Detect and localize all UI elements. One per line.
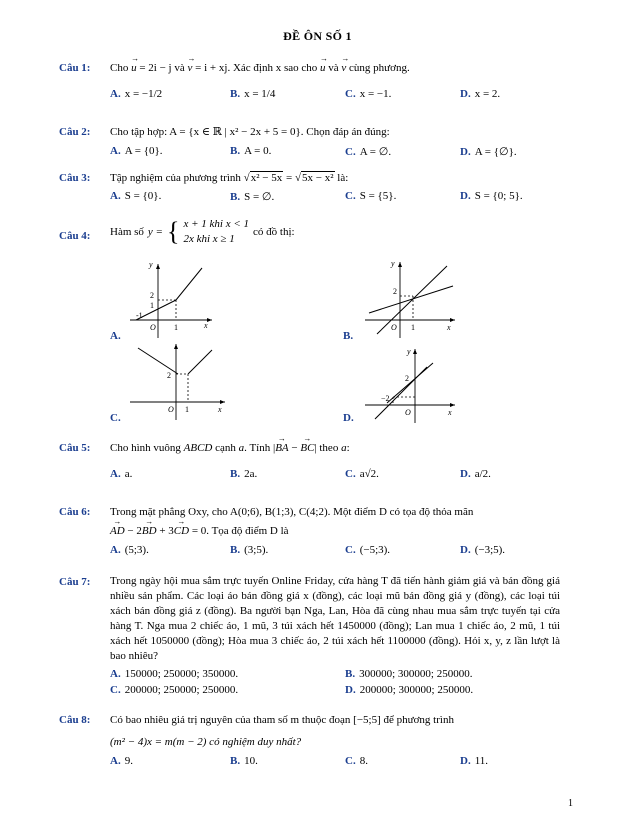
svg-text:2: 2 xyxy=(393,287,397,296)
svg-text:y: y xyxy=(391,259,395,268)
q8-option-d[interactable]: D. 11. xyxy=(460,755,489,767)
q8-option-a[interactable]: A. 9. xyxy=(110,755,133,767)
svg-text:1: 1 xyxy=(185,405,189,414)
question-8-line-2: (m² − 4)x = m(m − 2) có nghiệm duy nhất? xyxy=(110,736,302,748)
question-8-label: Câu 8: xyxy=(59,714,91,726)
q5-option-c[interactable]: C. a√2. xyxy=(345,468,379,480)
q4-graph-c-label[interactable]: C. xyxy=(110,412,121,424)
q1-option-d[interactable]: D. x = 2. xyxy=(460,88,501,100)
q6-option-a[interactable]: A. (5;3). xyxy=(110,544,149,556)
q4-graph-a-label[interactable]: A. xyxy=(110,330,121,342)
question-8-line-1: Có bao nhiêu giá trị nguyên của tham số m thuộc đoạn [−5;5] để phương trình xyxy=(110,714,454,726)
page-title: ĐỀ ÔN SỐ 1 xyxy=(283,29,352,43)
question-1-text: Cho → u = 2i − j và → v = i + xj. Xác định x sao cho → u và → v cùng phương. xyxy=(110,60,410,76)
svg-text:O: O xyxy=(168,405,174,414)
q4-graph-d[interactable] xyxy=(355,345,465,425)
q1-option-b[interactable]: B. x = 1/4 xyxy=(230,88,276,100)
q4-graph-d-label[interactable]: D. xyxy=(343,412,354,424)
q3-option-b[interactable]: B. S = ∅. xyxy=(230,191,275,203)
q2-option-c[interactable]: C. A = ∅. xyxy=(345,146,392,158)
page-number: 1 xyxy=(568,798,573,809)
question-2-text: Cho tập hợp: A = {x ∈ ℝ | x² − 2x + 5 = 0}. Chọn đáp án đúng: xyxy=(110,126,390,138)
q6-option-c[interactable]: C. (−5;3). xyxy=(345,544,391,556)
q1-option-c[interactable]: C. x = −1. xyxy=(345,88,392,100)
svg-text:O: O xyxy=(391,323,397,332)
q5-option-b[interactable]: B. 2a. xyxy=(230,468,258,480)
q3-option-a[interactable]: A. S = {0}. xyxy=(110,190,162,202)
q2-option-b[interactable]: B. A = 0. xyxy=(230,145,272,157)
q8-option-b[interactable]: B. 10. xyxy=(230,755,258,767)
q7-option-d[interactable]: D. 200000; 300000; 250000. xyxy=(345,684,474,696)
question-3-text: Tập nghiệm của phương trình √x² − 5x = √5x − x² là: xyxy=(110,172,349,184)
q4-graph-b[interactable] xyxy=(355,258,465,340)
question-2-label: Câu 2: xyxy=(59,126,91,138)
question-6-line-1: Trong mặt phẳng Oxy, cho A(0;6), B(1;3), C(4;2). Một điểm D có tọa độ thỏa mãn xyxy=(110,506,474,518)
svg-text:2: 2 xyxy=(405,374,409,383)
question-7-label: Câu 7: xyxy=(59,576,91,588)
svg-text:1: 1 xyxy=(411,323,415,332)
q6-option-d[interactable]: D. (−3;5). xyxy=(460,544,506,556)
q4-graph-b-label[interactable]: B. xyxy=(343,330,354,342)
svg-text:x: x xyxy=(218,405,222,414)
svg-text:−2: −2 xyxy=(381,394,390,403)
q2-option-a[interactable]: A. A = {0}. xyxy=(110,145,163,157)
svg-text:O: O xyxy=(405,408,411,417)
svg-text:2: 2 xyxy=(167,371,171,380)
q3-option-c[interactable]: C. S = {5}. xyxy=(345,190,397,202)
question-5-text: Cho hình vuông ABCD cạnh a. Tính |→ BA − → BC| theo a: xyxy=(110,440,350,456)
question-5-label: Câu 5: xyxy=(59,442,91,454)
svg-text:O: O xyxy=(150,323,156,332)
q7-option-b[interactable]: B. 300000; 300000; 250000. xyxy=(345,668,473,680)
q5-option-d[interactable]: D. a/2. xyxy=(460,468,491,480)
q3-option-d[interactable]: D. S = {0; 5}. xyxy=(460,190,523,202)
question-7-text: Trong ngày hội mua sắm trực tuyến Online Friday, cửa hàng T đã tiến hành giảm giá và bán đồng giá nhiều sản phẩm. Các loại áo bán đồng giá x (đồng), các loại mũ bán đồng giá y (đồng), các loại túi xách bán đồng giá z (đồng). Ba người bạn Nga, Lan, Hòa đã cùng nhau mua sắm trực tuyến tại cửa hàng T. Nga mua 2 chiếc áo, 1 mũ, 3 túi xách hết 1450000 (đồng); Lan mua 1 chiếc áo, 2 mũ, 1 túi xách hết 1050000 (đồng); Hòa mua 3 chiếc áo, 2 túi xách hết 1100000 (đồng). Hỏi x, y, z lần lượt là bao nhiêu? xyxy=(110,575,560,662)
svg-text:x: x xyxy=(447,323,451,332)
q1-option-a[interactable]: A. x = −1/2 xyxy=(110,88,163,100)
question-4-text: Hàm số y = { x + 1 khi x < 1 2x khi x ≥ 1 có đồ thị: xyxy=(110,217,295,246)
svg-text:x: x xyxy=(448,408,452,417)
q5-option-a[interactable]: A. a. xyxy=(110,468,133,480)
axis-y-label: y xyxy=(149,260,153,269)
question-4-label: Câu 4: xyxy=(59,230,91,242)
axis-x-label: x xyxy=(204,321,208,330)
q4-graph-c[interactable] xyxy=(120,340,235,422)
q6-option-b[interactable]: B. (3;5). xyxy=(230,544,269,556)
q2-option-d[interactable]: D. A = {∅}. xyxy=(460,146,517,158)
question-6-label: Câu 6: xyxy=(59,506,91,518)
question-6-line-2: → AD − 2→ BD + 3→ CD = 0. Tọa độ điểm D là xyxy=(110,523,289,539)
q7-option-a[interactable]: A. 150000; 250000; 350000. xyxy=(110,668,239,680)
svg-text:-1: -1 xyxy=(136,311,143,320)
q4-graph-a[interactable] xyxy=(120,258,230,340)
svg-text:y: y xyxy=(407,347,411,356)
q8-option-c[interactable]: C. 8. xyxy=(345,755,368,767)
question-3-label: Câu 3: xyxy=(59,172,91,184)
q7-option-c[interactable]: C. 200000; 250000; 250000. xyxy=(110,684,239,696)
question-1-label: Câu 1: xyxy=(59,62,91,74)
svg-text:1: 1 xyxy=(150,301,154,310)
svg-text:1: 1 xyxy=(174,323,178,332)
svg-text:2: 2 xyxy=(150,291,154,300)
